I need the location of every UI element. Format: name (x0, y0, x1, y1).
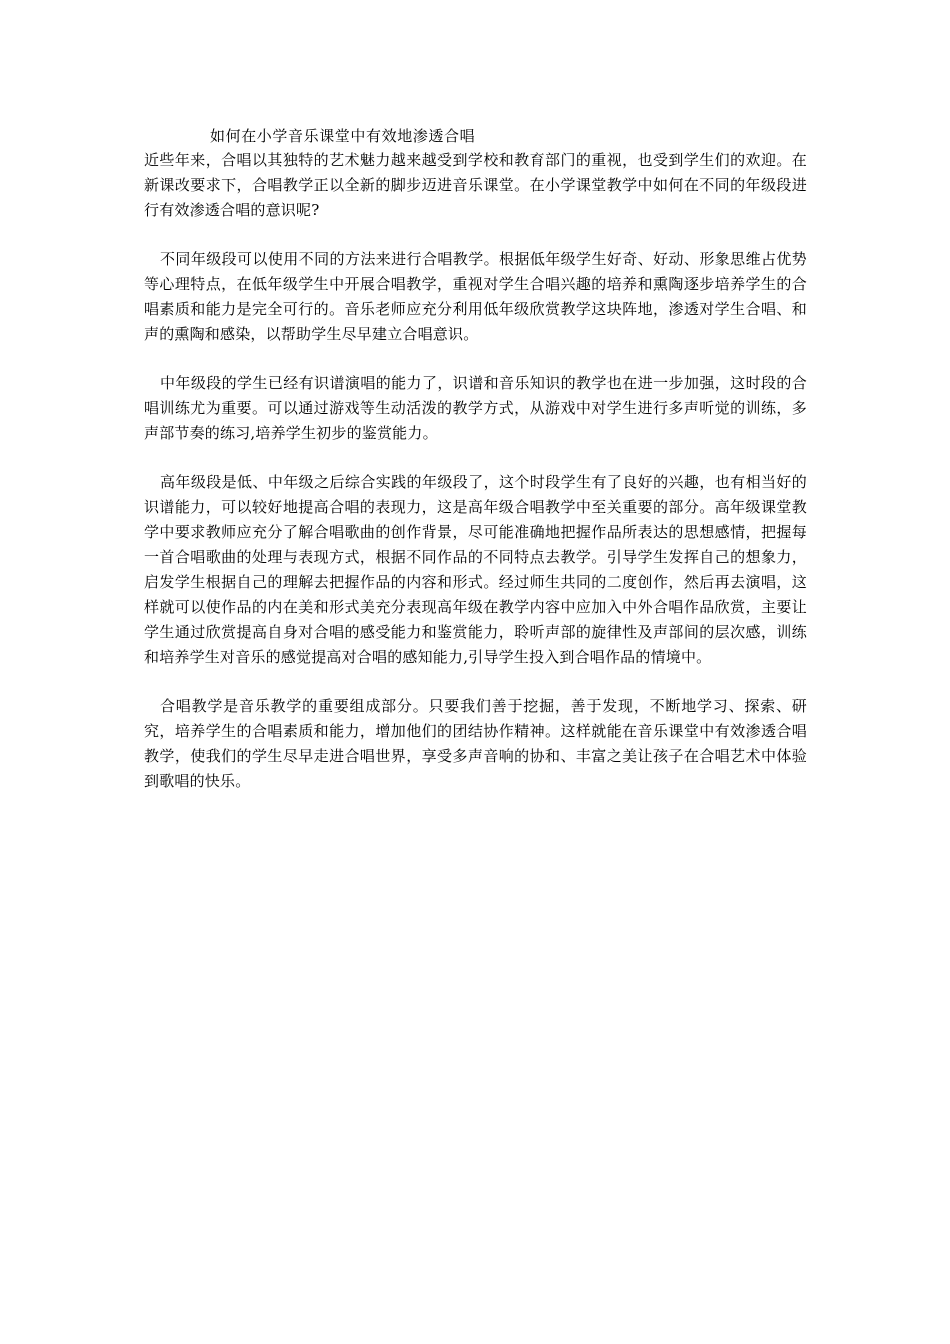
paragraph-middle-grades: 中年级段的学生已经有识谱演唱的能力了，识谱和音乐知识的教学也在进一步加强，这时段的合唱训练尤为重要。可以通过游戏等生动活泼的教学方式，从游戏中对学生进行多声听觉的训练，多声部节奏的练习,培养学生初步的鉴赏能力。 (144, 374, 807, 442)
paragraph-intro: 近些年来，合唱以其独特的艺术魅力越来越受到学校和教育部门的重视，也受到学生们的欢迎。在新课改要求下，合唱教学正以全新的脚步迈进音乐课堂。在小学课堂教学中如何在不同的年级段进行有效渗透合唱的意识呢? (144, 151, 807, 219)
document-body (144, 124, 807, 794)
paragraph-spacer (144, 347, 807, 371)
paragraph-spacer (144, 446, 807, 470)
paragraph-spacer (144, 670, 807, 694)
paragraph-upper-grades: 高年级段是低、中年级之后综合实践的年级段了，这个时段学生有了良好的兴趣，也有相当好的识谱能力，可以较好地提高合唱的表现力，这是高年级合唱教学中至关重要的部分。高年级课堂教学中要求教师应充分了解合唱歌曲的创作背景，尽可能准确地把握作品所表达的思想感情，把握每一首合唱歌曲的处理与表现方式，根据不同作品的不同特点去教学。引导学生发挥自己的想象力，启发学生根据自己的理解去把握作品的内容和形式。经过师生共同的二度创作，然后再去演唱，这样就可以使作品的内在美和形式美充分表现高年级在教学内容中应加入中外合唱作品欣赏，主要让学生通过欣赏提高自身对合唱的感受能力和鉴赏能力，聆听声部的旋律性及声部间的层次感，训练和培养学生对音乐的感觉提高对合唱的感知能力,引导学生投入到合唱作品的情境中。 (144, 473, 807, 666)
paragraph-conclusion: 合唱教学是音乐教学的重要组成部分。只要我们善于挖掘，善于发现，不断地学习、探索、研究，培养学生的合唱素质和能力，增加他们的团结协作精神。这样就能在音乐课堂中有效渗透合唱教学，使我们的学生尽早走进合唱世界，享受多声音响的协和、丰富之美让孩子在合唱艺术中体验到歌唱的快乐。 (144, 697, 807, 790)
paragraph-lower-grades: 不同年级段可以使用不同的方法来进行合唱教学。根据低年级学生好奇、好动、形象思维占优势等心理特点，在低年级学生中开展合唱教学，重视对学生合唱兴趣的培养和熏陶逐步培养学生的合唱素质和能力是完全可行的。音乐老师应充分利用低年级欣赏教学这块阵地，渗透对学生合唱、和声的熏陶和感染，以帮助学生尽早建立合唱意识。 (144, 250, 807, 343)
paragraph-spacer (144, 223, 807, 247)
document-title: 如何在小学音乐课堂中有效地渗透合唱 (210, 127, 476, 145)
